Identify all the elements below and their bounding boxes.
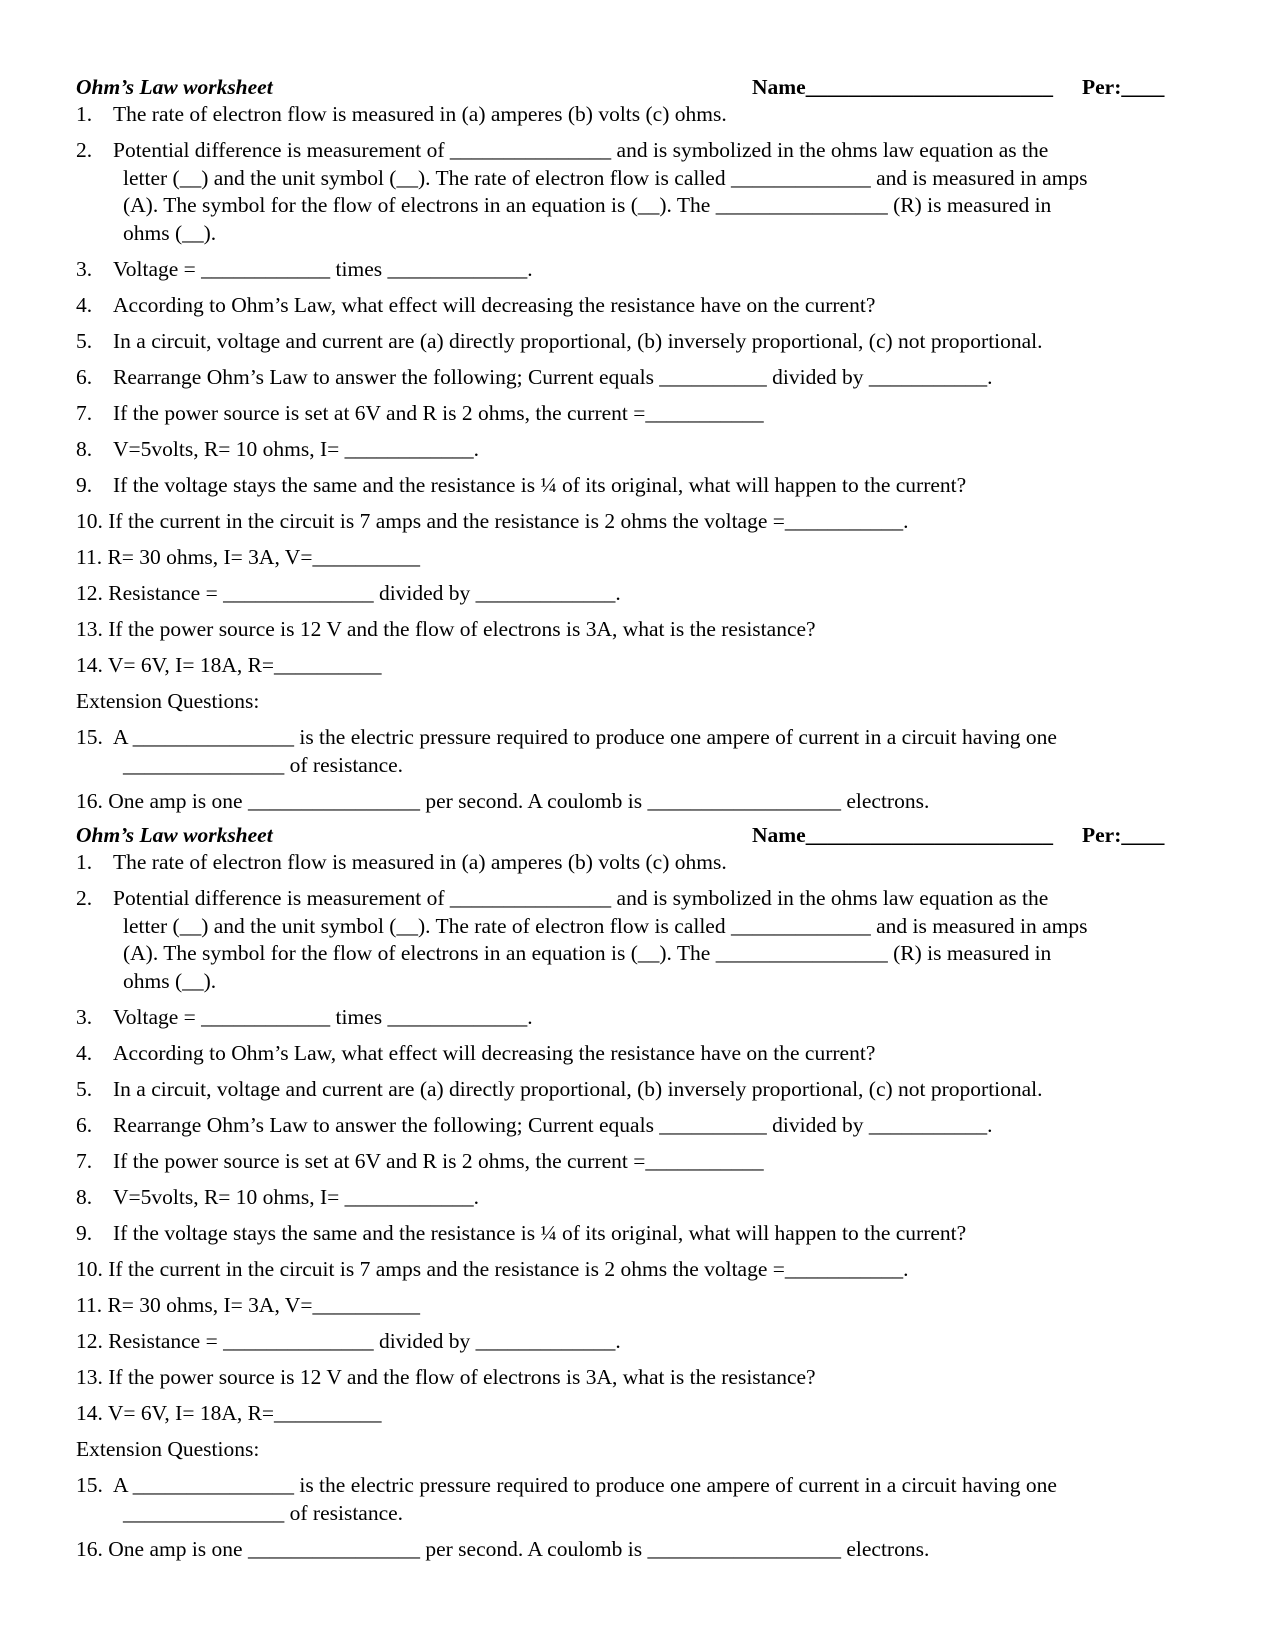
question-number: 1. (76, 850, 93, 874)
question-number: 4. (76, 1041, 93, 1065)
question-text: V= 6V, I= 18A, R=__________ (107, 653, 382, 677)
question-15 (76, 724, 1196, 779)
question-number: 10. (76, 1257, 103, 1281)
question-1 (76, 101, 1196, 128)
question-number: 2. (76, 886, 93, 910)
question-number: 16. (76, 1537, 103, 1561)
question-number: 6. (76, 365, 93, 389)
period-field: Per:____ (1082, 823, 1165, 847)
question-number: 5. (76, 329, 93, 353)
question-5 (76, 1076, 1196, 1103)
extension-heading: Extension Questions: (76, 1437, 260, 1461)
question-16 (76, 788, 1196, 815)
question-7 (76, 1148, 1196, 1175)
question-text: In a circuit, voltage and current are (a) directly proportional, (b) inversely proportional, (c) not proportional. (113, 1077, 1043, 1101)
question-4 (76, 1040, 1196, 1067)
question-line: letter (__) and the unit symbol (__). The rate of electron flow is called _____________ and is measured in amps (123, 165, 1088, 190)
question-9 (76, 472, 1196, 499)
question-text: If the voltage stays the same and the resistance is ¼ of its original, what will happen to the current? (113, 1221, 967, 1245)
question-14 (76, 1400, 1196, 1427)
question-number: 12. (76, 581, 103, 605)
question-line: letter (__) and the unit symbol (__). The rate of electron flow is called _____________ and is measured in amps (123, 913, 1088, 938)
question-text: According to Ohm’s Law, what effect will decreasing the resistance have on the current? (113, 293, 876, 317)
question-number: 14. (76, 1401, 103, 1425)
question-text: The rate of electron flow is measured in (a) amperes (b) volts (c) ohms. (113, 102, 727, 126)
question-11 (76, 1292, 1196, 1319)
question-text: V=5volts, R= 10 ohms, I= ____________. (113, 1185, 480, 1209)
question-14 (76, 652, 1196, 679)
question-text: In a circuit, voltage and current are (a) directly proportional, (b) inversely proportional, (c) not proportional. (113, 329, 1043, 353)
question-text: R= 30 ohms, I= 3A, V=__________ (107, 545, 420, 569)
question-line: ohms (__). (123, 968, 217, 993)
question-line: (A). The symbol for the flow of electrons in an equation is (__). The ________________ (R) is measured in (123, 941, 1052, 965)
question-number: 4. (76, 293, 93, 317)
question-number: 8. (76, 1185, 93, 1209)
question-11 (76, 544, 1196, 571)
question-line: Potential difference is measurement of _______________ and is symbolized in the ohms law equation as the (113, 886, 1049, 910)
question-text: If the voltage stays the same and the resistance is ¼ of its original, what will happen to the current? (113, 473, 967, 497)
question-13 (76, 1364, 1196, 1391)
question-8 (76, 436, 1196, 463)
question-6 (76, 364, 1196, 391)
question-number: 9. (76, 1221, 93, 1245)
question-text: Voltage = ____________ times _____________. (113, 257, 533, 281)
question-number: 9. (76, 473, 93, 497)
question-number: 14. (76, 653, 103, 677)
question-number: 12. (76, 1329, 103, 1353)
question-text: If the power source is set at 6V and R is 2 ohms, the current =___________ (113, 1149, 764, 1173)
question-number: 15. (76, 1473, 103, 1497)
question-8 (76, 1184, 1196, 1211)
question-text: V= 6V, I= 18A, R=__________ (107, 1401, 382, 1425)
question-2 (76, 885, 1196, 995)
question-7 (76, 400, 1196, 427)
question-text: V=5volts, R= 10 ohms, I= ____________. (113, 437, 480, 461)
question-16 (76, 1536, 1196, 1563)
question-line: Potential difference is measurement of _______________ and is symbolized in the ohms law equation as the (113, 138, 1049, 162)
question-3 (76, 1004, 1196, 1031)
question-number: 6. (76, 1113, 93, 1137)
question-number: 11. (76, 545, 103, 569)
question-number: 1. (76, 102, 93, 126)
question-5 (76, 328, 1196, 355)
question-text: If the current in the circuit is 7 amps and the resistance is 2 ohms the voltage =___________. (108, 1257, 909, 1281)
question-line: _______________ of resistance. (123, 752, 404, 777)
worksheet-header (76, 823, 1196, 849)
question-text: The rate of electron flow is measured in (a) amperes (b) volts (c) ohms. (113, 850, 727, 874)
worksheet-title: Ohm’s Law worksheet (76, 75, 273, 99)
name-field: Name_______________________ (752, 823, 1053, 847)
question-number: 3. (76, 1005, 93, 1029)
question-1 (76, 849, 1196, 876)
question-number: 16. (76, 789, 103, 813)
question-number: 3. (76, 257, 93, 281)
question-number: 5. (76, 1077, 93, 1101)
question-line: ohms (__). (123, 220, 217, 245)
extension-heading: Extension Questions: (76, 689, 260, 713)
worksheet-bottom (76, 823, 1196, 1563)
question-text: One amp is one ________________ per second. A coulomb is __________________ electrons. (108, 1537, 930, 1561)
question-number: 7. (76, 1149, 93, 1173)
question-text: One amp is one ________________ per second. A coulomb is __________________ electrons. (108, 789, 930, 813)
question-12 (76, 580, 1196, 607)
name-field: Name_______________________ (752, 75, 1053, 99)
question-text: Rearrange Ohm’s Law to answer the following; Current equals __________ divided by ___________. (113, 1113, 993, 1137)
question-2 (76, 137, 1196, 247)
question-10 (76, 1256, 1196, 1283)
question-number: 13. (76, 1365, 103, 1389)
question-number: 15. (76, 725, 103, 749)
question-12 (76, 1328, 1196, 1355)
question-number: 7. (76, 401, 93, 425)
question-text: If the current in the circuit is 7 amps and the resistance is 2 ohms the voltage =___________. (108, 509, 909, 533)
question-3 (76, 256, 1196, 283)
question-text: Rearrange Ohm’s Law to answer the following; Current equals __________ divided by ___________. (113, 365, 993, 389)
question-number: 2. (76, 138, 93, 162)
question-10 (76, 508, 1196, 535)
question-text: If the power source is 12 V and the flow of electrons is 3A, what is the resistance? (108, 1365, 816, 1389)
question-13 (76, 616, 1196, 643)
question-text: If the power source is set at 6V and R is 2 ohms, the current =___________ (113, 401, 764, 425)
question-9 (76, 1220, 1196, 1247)
question-number: 10. (76, 509, 103, 533)
question-6 (76, 1112, 1196, 1139)
question-number: 8. (76, 437, 93, 461)
question-number: 13. (76, 617, 103, 641)
question-text: Voltage = ____________ times _____________. (113, 1005, 533, 1029)
worksheet-title: Ohm’s Law worksheet (76, 823, 273, 847)
question-text: R= 30 ohms, I= 3A, V=__________ (107, 1293, 420, 1317)
question-line: _______________ of resistance. (123, 1500, 404, 1525)
question-line: (A). The symbol for the flow of electrons in an equation is (__). The ________________ (R) is measured in (123, 193, 1052, 217)
worksheet-top (76, 75, 1196, 815)
question-text: Resistance = ______________ divided by _____________. (108, 1329, 621, 1353)
question-line: A _______________ is the electric pressure required to produce one ampere of current in a circuit having one (113, 725, 1057, 749)
period-field: Per:____ (1082, 75, 1165, 99)
question-number: 11. (76, 1293, 103, 1317)
question-15 (76, 1472, 1196, 1527)
question-text: According to Ohm’s Law, what effect will decreasing the resistance have on the current? (113, 1041, 876, 1065)
worksheet-header (76, 75, 1196, 101)
question-line: A _______________ is the electric pressure required to produce one ampere of current in a circuit having one (113, 1473, 1057, 1497)
question-4 (76, 292, 1196, 319)
question-text: Resistance = ______________ divided by _____________. (108, 581, 621, 605)
question-text: If the power source is 12 V and the flow of electrons is 3A, what is the resistance? (108, 617, 816, 641)
